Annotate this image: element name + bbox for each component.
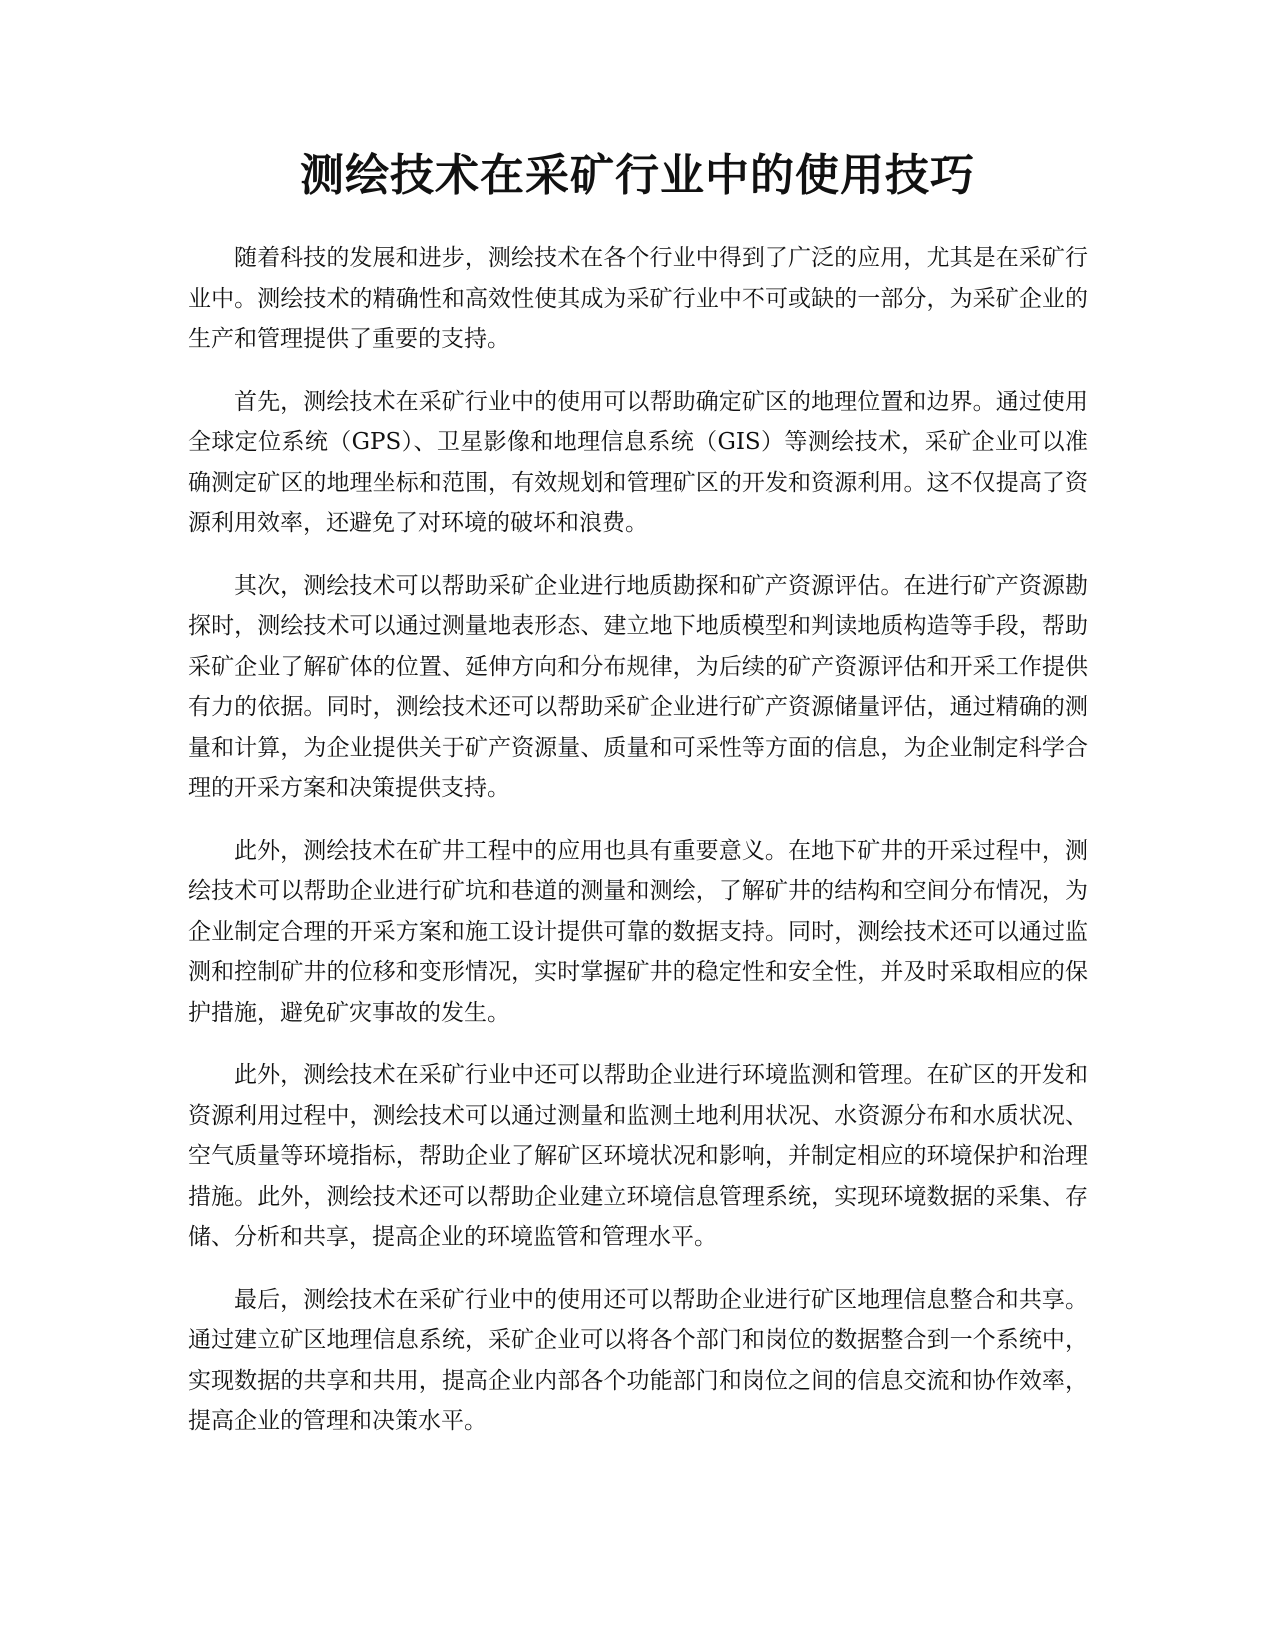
paragraph: 其次，测绘技术可以帮助采矿企业进行地质勘探和矿产资源评估。在进行矿产资源勘探时，测绘技术可以通过测量地表形态、建立地下地质模型和判读地质构造等手段，帮助采矿企业了解矿体的位置、延伸方向和分布规律，为后续的矿产资源评估和开采工作提供有力的依据。同时，测绘技术还可以帮助采矿企业进行矿产资源储量评估，通过精确的测量和计算，为企业提供关于矿产资源量、质量和可采性等方面的信息，为企业制定科学合理的开采方案和决策提供支持。 (188, 572, 1088, 801)
paragraph: 随着科技的发展和进步，测绘技术在各个行业中得到了广泛的应用，尤其是在采矿行业中。测绘技术的精确性和高效性使其成为采矿行业中不可或缺的一部分，为采矿企业的生产和管理提供了重要的支持。 (188, 245, 1088, 352)
document-body (188, 238, 1088, 1464)
paragraph: 首先，测绘技术在采矿行业中的使用可以帮助确定矿区的地理位置和边界。通过使用全球定位系统（GPS）、卫星影像和地理信息系统（GIS）等测绘技术，采矿企业可以准确测定矿区的地理坐标和范围，有效规划和管理矿区的开发和资源利用。这不仅提高了资源利用效率，还避免了对环境的破坏和浪费。 (188, 388, 1088, 536)
paragraph: 最后，测绘技术在采矿行业中的使用还可以帮助企业进行矿区地理信息整合和共享。通过建立矿区地理信息系统，采矿企业可以将各个部门和岗位的数据整合到一个系统中，实现数据的共享和共用，提高企业内部各个功能部门和岗位之间的信息交流和协作效率，提高企业的管理和决策水平。 (188, 1286, 1088, 1434)
document-title: 测绘技术在采矿行业中的使用技巧 (300, 150, 975, 201)
paragraph: 此外，测绘技术在矿井工程中的应用也具有重要意义。在地下矿井的开采过程中，测绘技术可以帮助企业进行矿坑和巷道的测量和测绘，了解矿井的结构和空间分布情况，为企业制定合理的开采方案和施工设计提供可靠的数据支持。同时，测绘技术还可以通过监测和控制矿井的位移和变形情况，实时掌握矿井的稳定性和安全性，并及时采取相应的保护措施，避免矿灾事故的发生。 (188, 837, 1088, 1026)
paragraph: 此外，测绘技术在采矿行业中还可以帮助企业进行环境监测和管理。在矿区的开发和资源利用过程中，测绘技术可以通过测量和监测土地利用状况、水资源分布和水质状况、空气质量等环境指标，帮助企业了解矿区环境状况和影响，并制定相应的环境保护和治理措施。此外，测绘技术还可以帮助企业建立环境信息管理系统，实现环境数据的采集、存储、分析和共享，提高企业的环境监管和管理水平。 (188, 1062, 1088, 1250)
